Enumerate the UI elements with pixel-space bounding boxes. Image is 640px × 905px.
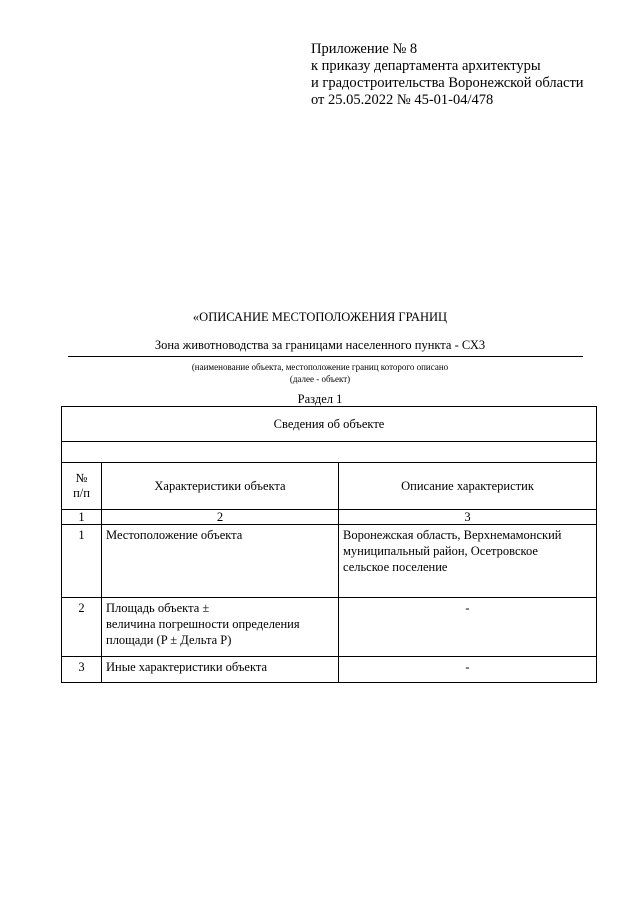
table-row: [62, 598, 597, 657]
row-num: 3: [62, 657, 102, 683]
header-description: Описание характеристик: [339, 463, 597, 510]
cell-line: сельское поселение: [343, 560, 448, 574]
appendix-line: к приказу департамента архитектуры: [311, 58, 541, 74]
table-row: [62, 657, 597, 683]
cell-line: Иные характеристики объекта: [106, 660, 268, 674]
object-info-table: [61, 406, 597, 683]
cell-line: Площадь объекта ±: [106, 601, 210, 615]
cell-line: Воронежская область, Верхнемамонский: [343, 528, 562, 542]
cell-line: величина погрешности определения: [106, 617, 300, 631]
header-num-line: п/п: [73, 486, 90, 500]
cell-line: Местоположение объекта: [106, 528, 243, 542]
underline-rule: [68, 356, 583, 357]
table-caption: Сведения об объекте: [62, 407, 597, 442]
caption-line: (наименование объекта, местоположение границ которого описано: [191, 362, 449, 372]
cell-line: площади (P ± Дельта P): [106, 633, 232, 647]
caption-line: (далее - объект): [289, 374, 351, 384]
row-num: 2: [62, 598, 102, 657]
object-caption: [0, 361, 640, 385]
object-name: Зона животноводства за границами населенного пункта - СХ3: [154, 338, 486, 352]
column-number: 2: [102, 510, 339, 525]
row-characteristic: [102, 525, 339, 598]
column-number-row: [62, 510, 597, 525]
appendix-line: Приложение № 8: [311, 41, 418, 57]
row-num: 1: [62, 525, 102, 598]
column-number: 3: [339, 510, 597, 525]
table-header-row: [62, 463, 597, 510]
row-characteristic: [102, 657, 339, 683]
appendix-block: [311, 41, 584, 109]
cell-line: -: [465, 660, 470, 674]
section-label: Раздел 1: [297, 392, 343, 406]
row-description: [339, 525, 597, 598]
table-row: [62, 525, 597, 598]
header-num: [62, 463, 102, 510]
row-description: [339, 657, 597, 683]
document-title: «ОПИСАНИЕ МЕСТОПОЛОЖЕНИЯ ГРАНИЦ: [192, 310, 448, 324]
table-spacer-row: [62, 442, 597, 463]
cell-line: муниципальный район, Осетровское: [343, 544, 538, 558]
header-num-line: №: [75, 471, 88, 485]
appendix-line: и градостроительства Воронежской области: [311, 75, 584, 91]
header-characteristics: Характеристики объекта: [102, 463, 339, 510]
cell-line: -: [465, 601, 470, 615]
row-description: [339, 598, 597, 657]
row-characteristic: [102, 598, 339, 657]
column-number: 1: [62, 510, 102, 525]
appendix-line: от 25.05.2022 № 45-01-04/478: [311, 92, 494, 108]
